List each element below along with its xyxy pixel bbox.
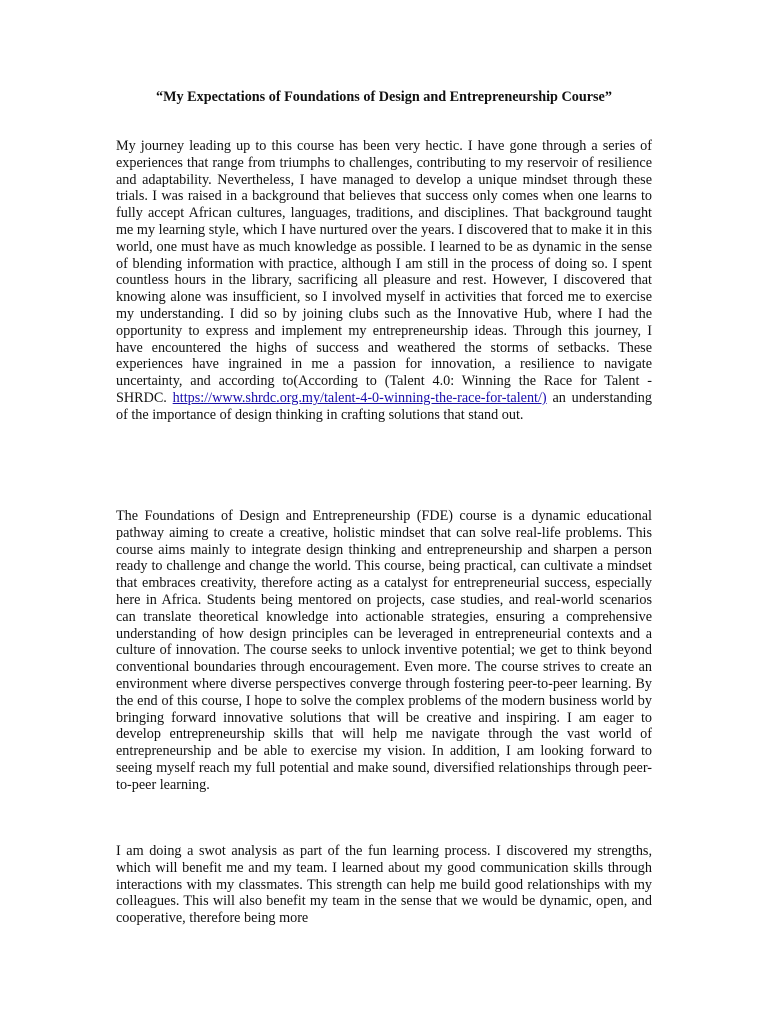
shrdc-reference-link[interactable]: https://www.shrdc.org.my/talent-4-0-winning-the-race-for-talent/) bbox=[172, 389, 547, 406]
paragraph-swot-analysis: I am doing a swot analysis as part of the fun learning process. I discovered my strengths, which will benefit me and my team. I learned about my good communication skills through interactions with my classmates. This strength can help me build good relationships with my colleagues. This will also benefit my team in the sense that we would be dynamic, open, and cooperative, therefore being more bbox=[116, 843, 652, 927]
document-title: “My Expectations of Foundations of Design and Entrepreneurship Course” bbox=[156, 89, 612, 105]
paragraph-journey-text: My journey leading up to this course has been very hectic. I have gone through a series of experiences that range from triumphs to challenges, contributing to my reservoir of resilience and adaptability. Nevertheless, I have managed to develop a unique mindset through these trials. I was raised in a background that believes that success only comes when one learns to fully accept African cultures, languages, traditions, and disciplines. That background taught me my learning style, which I have nurtured over the years. I discovered that to make it in this world, one must have as much knowledge as possible. I learned to be as dynamic in the sense of blending information with practice, although I am still in the process of doing so. I spent countless hours in the library, sacrificing all pleasure and rest. However, I discovered that knowing alone was insufficient, so I involved myself in activities that forced me to exercise my understanding. I did so by joining clubs such as the Innovative Hub, where I had the opportunity to express and implement my entrepreneurship ideas. Through this journey, I have encountered the highs of success and weathered the storms of setbacks. These experiences have ingrained in me a passion for innovation, a resilience to navigate uncertainty, and according to(According to (Talent 4.0: Winning the Race for Talent - SHRDC. bbox=[116, 138, 652, 406]
paragraph-fde-course: The Foundations of Design and Entrepreneurship (FDE) course is a dynamic educational pathway aiming to create a creative, holistic mindset that can solve real-life problems. This course aims mainly to integrate design thinking and entrepreneurship and sharpen a person ready to challenge and change the world. This course, being practical, can cultivate a mindset that embraces creativity, therefore acting as a catalyst for entrepreneurial success, especially here in Africa. Students being mentored on projects, case studies, and real-world scenarios can translate theoretical knowledge into actionable strategies, ensuring a comprehensive understanding of how design principles can be leveraged in entrepreneurial contexts and a culture of innovation. The course seeks to unlock inventive potential; we get to think beyond conventional boundaries through encouragement. Even more. The course strives to create an environment where diverse perspectives converge through fostering peer-to-peer learning. By the end of this course, I hope to solve the complex problems of the modern business world by bringing forward innovative solutions that will be creative and inspiring. I am eager to develop entrepreneurship skills that will help me navigate through the vast world of entrepreneurship and be able to exercise my vision. In addition, I am looking forward to seeing myself reach my full potential and make sound, diversified relationships through peer-to-peer learning. bbox=[116, 508, 652, 793]
paragraph-journey-text-end: an understanding of the importance of design thinking in crafting solutions that stand out. bbox=[116, 389, 652, 423]
paragraph-journey bbox=[116, 138, 652, 424]
